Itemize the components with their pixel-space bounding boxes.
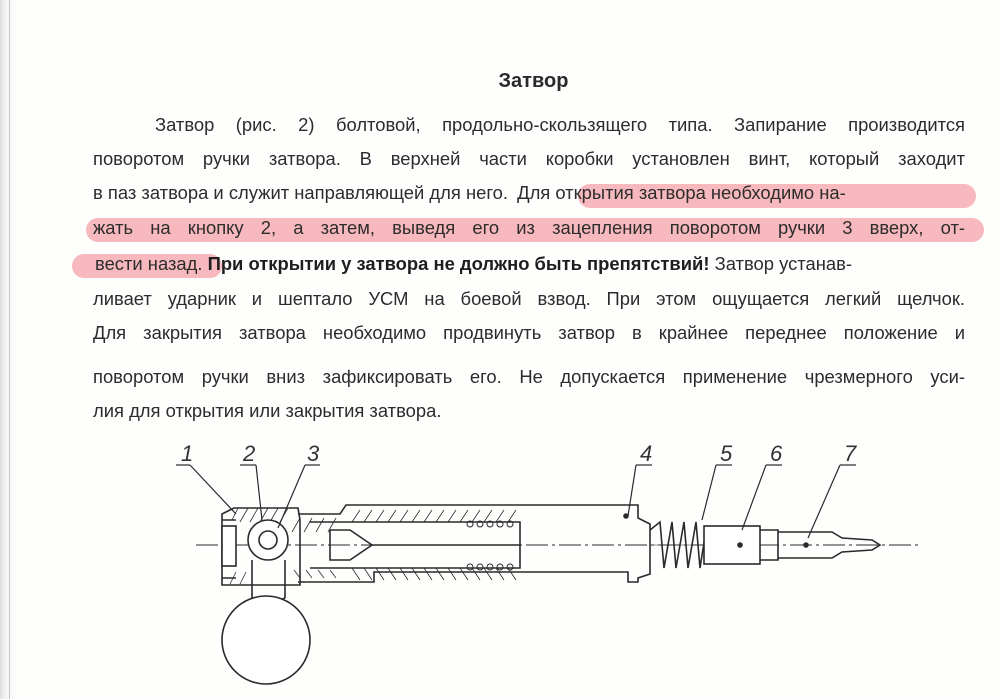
- text-line: ливает ударник и шептало УСМ на боевой взвод. При этом ощущается легкий щелчок.: [93, 288, 965, 309]
- text-line: лия для открытия или закрытия затвора.: [93, 400, 442, 421]
- handle-stem: [252, 560, 285, 598]
- text-line: Затвор (рис. 2) болтовой, продольно-скользящего типа. Запирание производится: [155, 114, 965, 135]
- highlighted-text: Для открытия затвора необходимо на-: [517, 182, 846, 203]
- handle-knob: [222, 596, 310, 684]
- section-title: Затвор: [498, 70, 569, 92]
- button-part-2: [248, 520, 288, 560]
- callout-4: 4: [640, 441, 653, 466]
- bolt-technical-drawing: [0, 430, 1000, 699]
- text-segment: Затвор устанав-: [709, 253, 852, 274]
- text-line: Для закрытия затвора необходимо продвинуть затвор в крайнее переднее положение и: [93, 322, 965, 343]
- sleeve-part-6: [704, 526, 760, 564]
- warning-text: При открытии у затвора не должно быть препятствий!: [207, 253, 710, 274]
- text-segment: в паз затвора и служит направляющей для него.: [93, 182, 508, 203]
- callout-7: 7: [844, 441, 857, 466]
- text-line: [93, 182, 846, 204]
- text-line: поворотом ручки затвора. В верхней части коробки установлен винт, который заходит: [93, 148, 965, 169]
- text-line: [93, 253, 852, 275]
- callout-1: 1: [181, 441, 194, 466]
- callout-2: 2: [243, 441, 256, 466]
- text-line: жать на кнопку 2, а затем, выведя его из зацепления поворотом ручки 3 вверх, от-: [93, 217, 965, 238]
- callout-5: 5: [720, 441, 733, 466]
- text-line: поворотом ручки вниз зафиксировать его. Не допускается применение чрезмерного уси-: [93, 366, 965, 387]
- callout-6: 6: [770, 441, 783, 466]
- callout-3: 3: [307, 441, 320, 466]
- highlighted-text: вести назад.: [95, 253, 203, 274]
